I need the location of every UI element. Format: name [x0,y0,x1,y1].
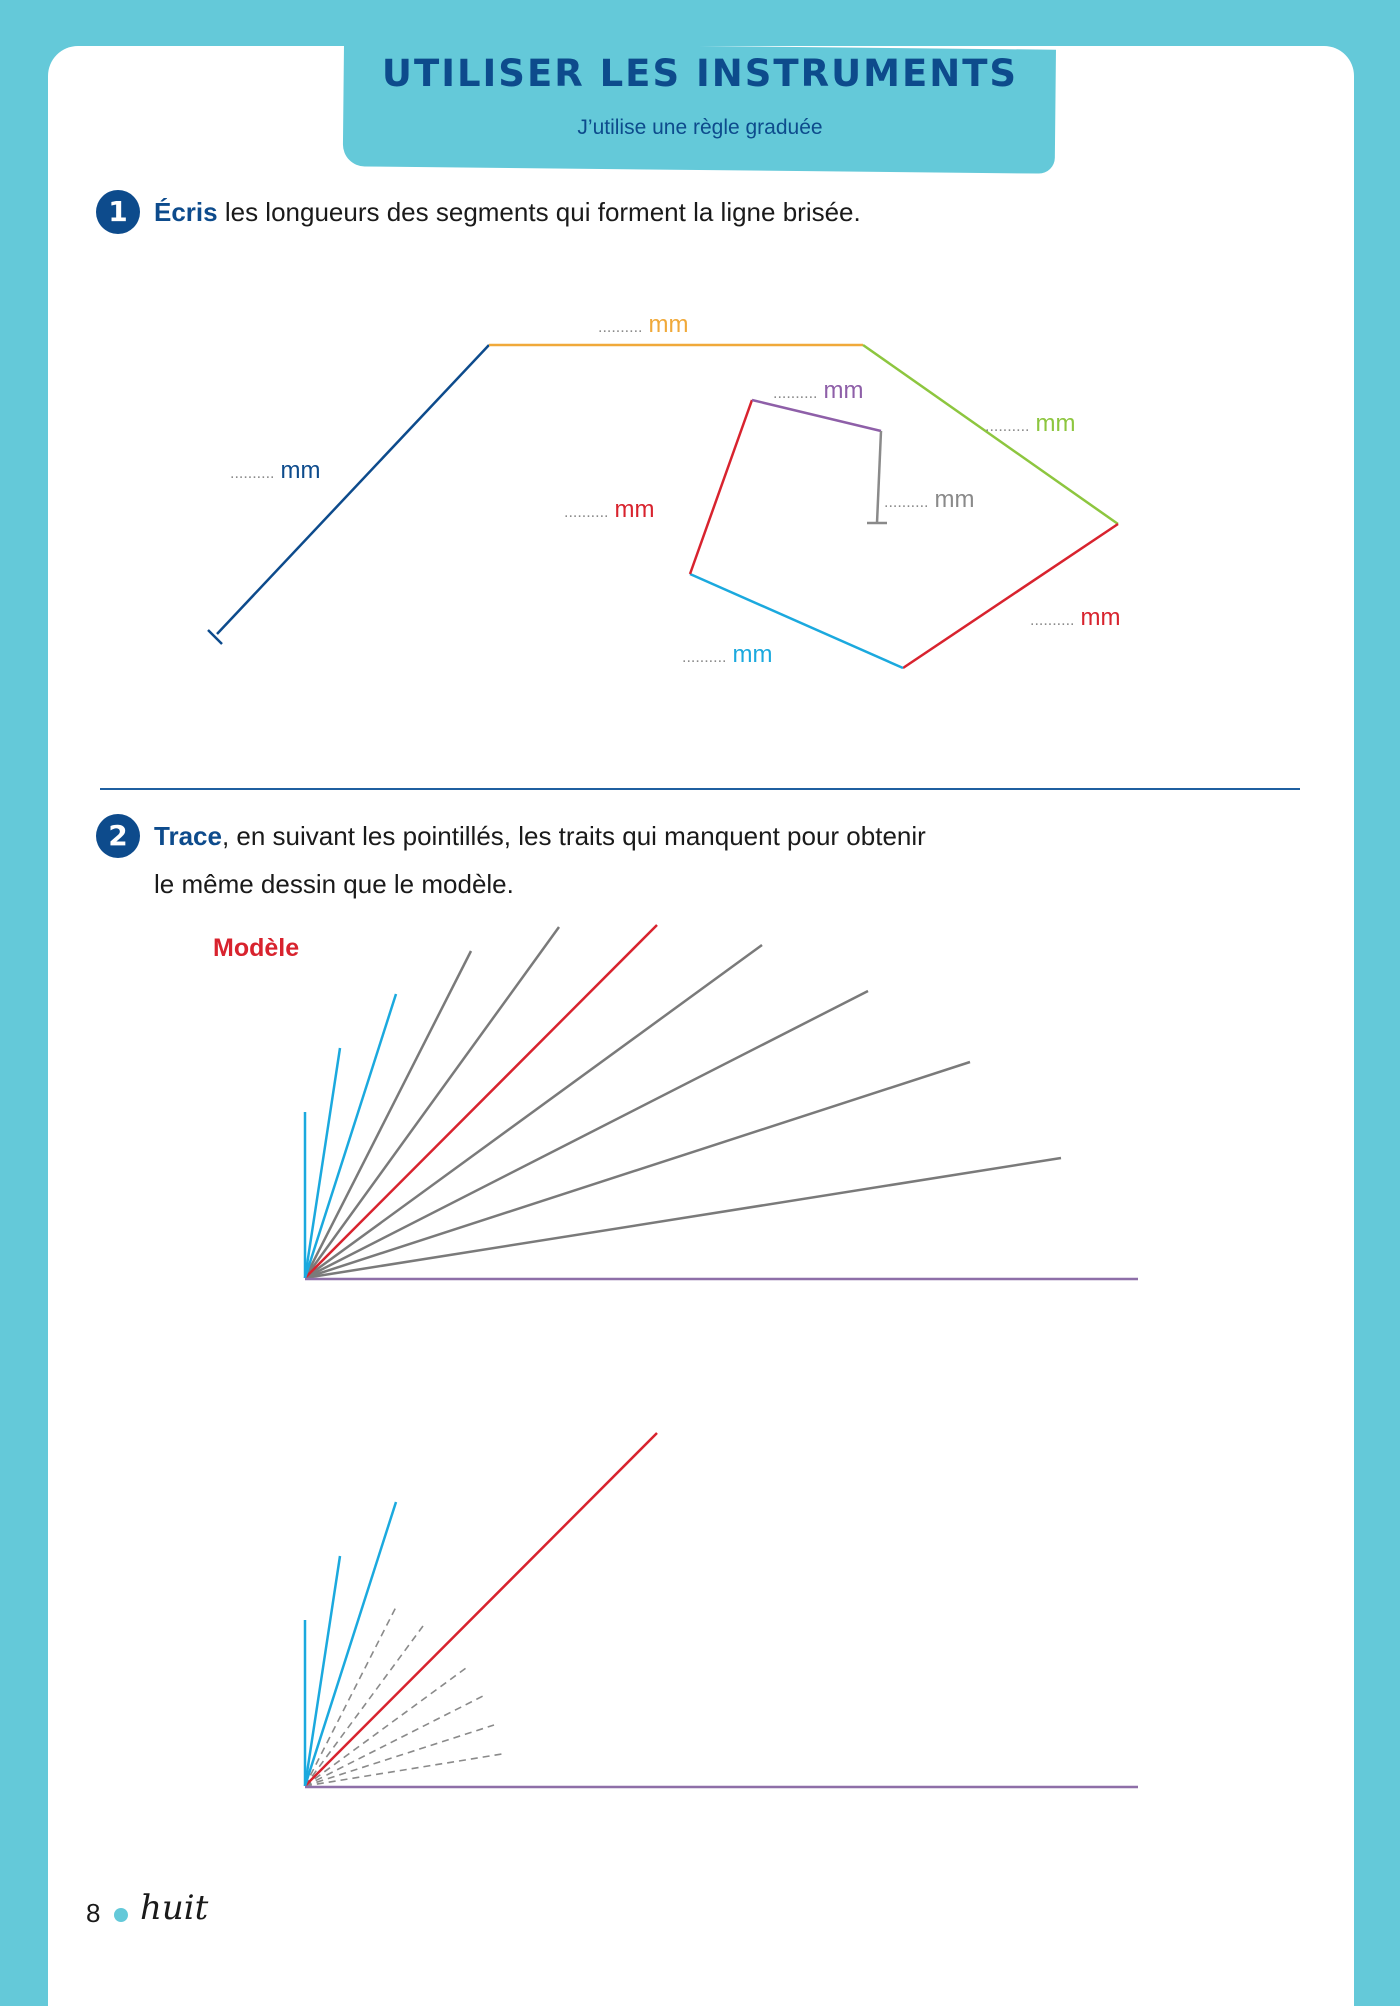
exercise-number-2: 2 [96,814,140,858]
dotted-guide-5 [305,1626,423,1786]
label-cyan: .......... mm [682,641,773,668]
label-red-left: .......... mm [564,496,655,523]
page-title: UTILISER LES INSTRUMENTS [381,52,1019,95]
label-orange: .......... mm [598,311,689,338]
exercise-1-keyword: Écris [154,197,218,227]
label-dark-blue: .......... mm [230,457,321,484]
exercise-2-text-line2: le même dessin que le modèle. [154,869,514,899]
exercise-1-text: les longueurs des segments qui forment la ligne brisée. [217,197,861,227]
dotted-guide-3 [305,1696,483,1786]
dotted-guide-4 [305,1668,466,1786]
exercise-ray-red [305,1433,657,1786]
model-label: Modèle [213,934,300,962]
exercise-number-1: 1 [96,190,140,234]
exercise-2-keyword: Trace [154,821,222,851]
page-number: 8 [86,1898,101,1928]
page-subtitle: J’utilise une règle graduée [577,116,823,139]
dotted-guide-2 [305,1725,494,1786]
label-green: .......... mm [985,410,1076,437]
exercise-ray-cyan-3 [305,1502,396,1786]
label-purple: .......... mm [773,377,864,404]
label-gray: .......... mm [884,486,975,513]
exercise-2-text-line1: , en suivant les pointillés, les traits qui manquent pour obtenir [221,821,926,851]
dotted-guide-1 [305,1754,502,1786]
footer-dot [114,1908,128,1922]
label-red-right: .......... mm [1030,604,1121,631]
page-number-word: huit [140,1888,209,1928]
